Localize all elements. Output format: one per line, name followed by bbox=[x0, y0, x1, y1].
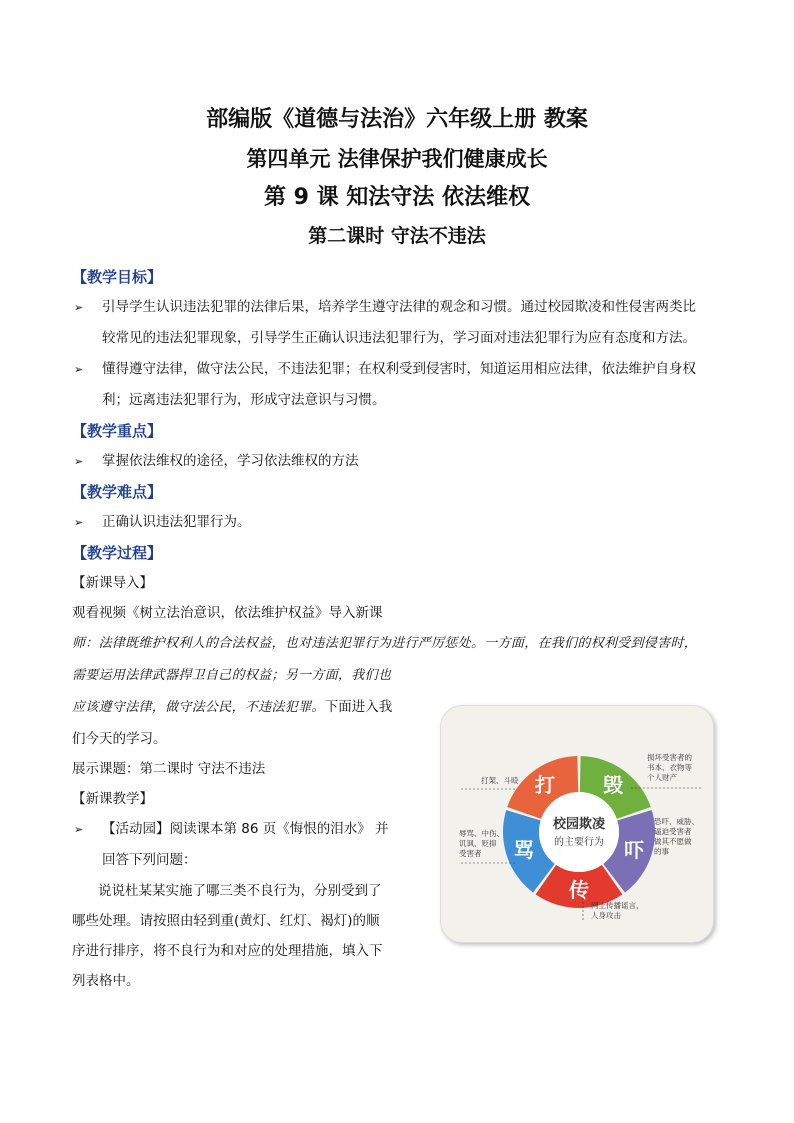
svg-text:书本、衣物等: 书本、衣物等 bbox=[647, 763, 692, 772]
key-point-item: ➢ 掌握依法维权的途径，学习依法维权的方法 bbox=[72, 446, 738, 477]
question-text: 说说杜某某实施了哪三类不良行为，分别受到了 哪些处理。请按照由轻到重(黄灯、红灯、褐灯)的顺 序进行排序，将不良行为和对应的处理措施，填入下 列表格中。 bbox=[72, 883, 383, 989]
arrow-bullet-icon: ➢ bbox=[74, 516, 84, 529]
arrow-bullet-icon: ➢ bbox=[74, 823, 84, 836]
intro-heading: 【新课导入】 bbox=[72, 575, 153, 591]
wheel-segment-label: 传 bbox=[569, 878, 589, 902]
svg-text:做其不愿做: 做其不愿做 bbox=[654, 837, 692, 846]
label-fight: 打架、斗殴 bbox=[481, 776, 519, 785]
label-insult: 辱骂、中伤、 bbox=[459, 829, 504, 838]
svg-text:讥讽、贬抑: 讥讽、贬抑 bbox=[459, 839, 497, 848]
wheel-segment-label: 骂 bbox=[513, 837, 534, 862]
teacher-line: 们今天的学习。 bbox=[72, 731, 167, 747]
label-destroy: 损坏受害者的 bbox=[647, 753, 692, 762]
period-title: 第二课时 守法不违法 bbox=[308, 225, 486, 247]
unit-title: 第四单元 法律保护我们健康成长 bbox=[246, 147, 548, 171]
wheel-segment-label: 吓 bbox=[624, 837, 645, 862]
objectives-heading: 【教学目标】 bbox=[72, 268, 163, 286]
bullying-wheel bbox=[441, 706, 713, 942]
key-points-heading: 【教学重点】 bbox=[72, 422, 163, 440]
difficulties-heading: 【教学难点】 bbox=[72, 483, 163, 501]
new-teaching-heading: 【新课教学】 bbox=[72, 791, 153, 807]
wheel-center-title: 校园欺凌 bbox=[552, 817, 606, 832]
title-block bbox=[0, 100, 794, 254]
label-threaten: 恐吓、威胁、 bbox=[654, 817, 699, 826]
lesson-title: 第 9 课 知法守法 依法维权 bbox=[264, 185, 530, 210]
teacher-line: 需要运用法律武器捍卫自己的权益；另一方面，我们也 bbox=[72, 668, 392, 683]
objective-item: ➢ 懂得遵守法律，做守法公民，不违法犯罪；在权利受到侵害时，知道运用相应法律，依法维护自身权 利；远离违法犯罪行为，形成守法意识与习惯。 bbox=[72, 354, 738, 416]
intro-line: 观看视频《树立法治意识，依法维护权益》导入新课 bbox=[72, 605, 383, 621]
wheel-center-subtitle: 的主要行为 bbox=[554, 837, 604, 848]
activity-item: ➢ 【活动园】阅读课本第 86 页《悔恨的泪水》 并 回答下列问题： bbox=[72, 814, 437, 876]
wheel-segment-label: 毁 bbox=[603, 773, 624, 798]
wheel-center bbox=[539, 792, 619, 872]
svg-text:人身攻击: 人身攻击 bbox=[591, 911, 621, 920]
teacher-line: 师：法律既维护权利人的合法权益，也对违法犯罪行为进行严厉惩处。一方面，在我们的权利受到侵害时， bbox=[72, 636, 698, 651]
svg-text:个人财产: 个人财产 bbox=[647, 773, 677, 782]
arrow-bullet-icon: ➢ bbox=[74, 363, 84, 376]
objective-item: ➢ 引导学生认识违法犯罪的法律后果，培养学生遵守法律的观念和习惯。通过校园欺凌和性侵害两类比 较常见的违法犯罪现象，引导学生正确认识违法犯罪行为，学习面对违法犯罪行为应有态度和方法。 bbox=[72, 292, 738, 354]
svg-text:逼迫受害者: 逼迫受害者 bbox=[654, 827, 692, 836]
process-heading: 【教学过程】 bbox=[72, 544, 163, 562]
wheel-segment-label: 打 bbox=[534, 773, 555, 798]
svg-text:的事: 的事 bbox=[654, 847, 669, 856]
bullying-diagram bbox=[440, 705, 714, 943]
teacher-line: 应该遵守法律，做守法公民，不违法犯罪。下面进入我 bbox=[72, 699, 393, 715]
arrow-bullet-icon: ➢ bbox=[74, 455, 84, 468]
difficulty-item: ➢ 正确认识违法犯罪行为。 bbox=[72, 507, 738, 538]
doc-title: 部编版《道德与法治》六年级上册 教案 bbox=[206, 107, 588, 132]
topic-line: 展示课题：第二课时 守法不违法 bbox=[72, 761, 266, 777]
arrow-bullet-icon: ➢ bbox=[74, 301, 84, 314]
label-rumor: 网上传播谣言， bbox=[591, 901, 644, 910]
svg-text:受害者: 受害者 bbox=[459, 849, 482, 858]
